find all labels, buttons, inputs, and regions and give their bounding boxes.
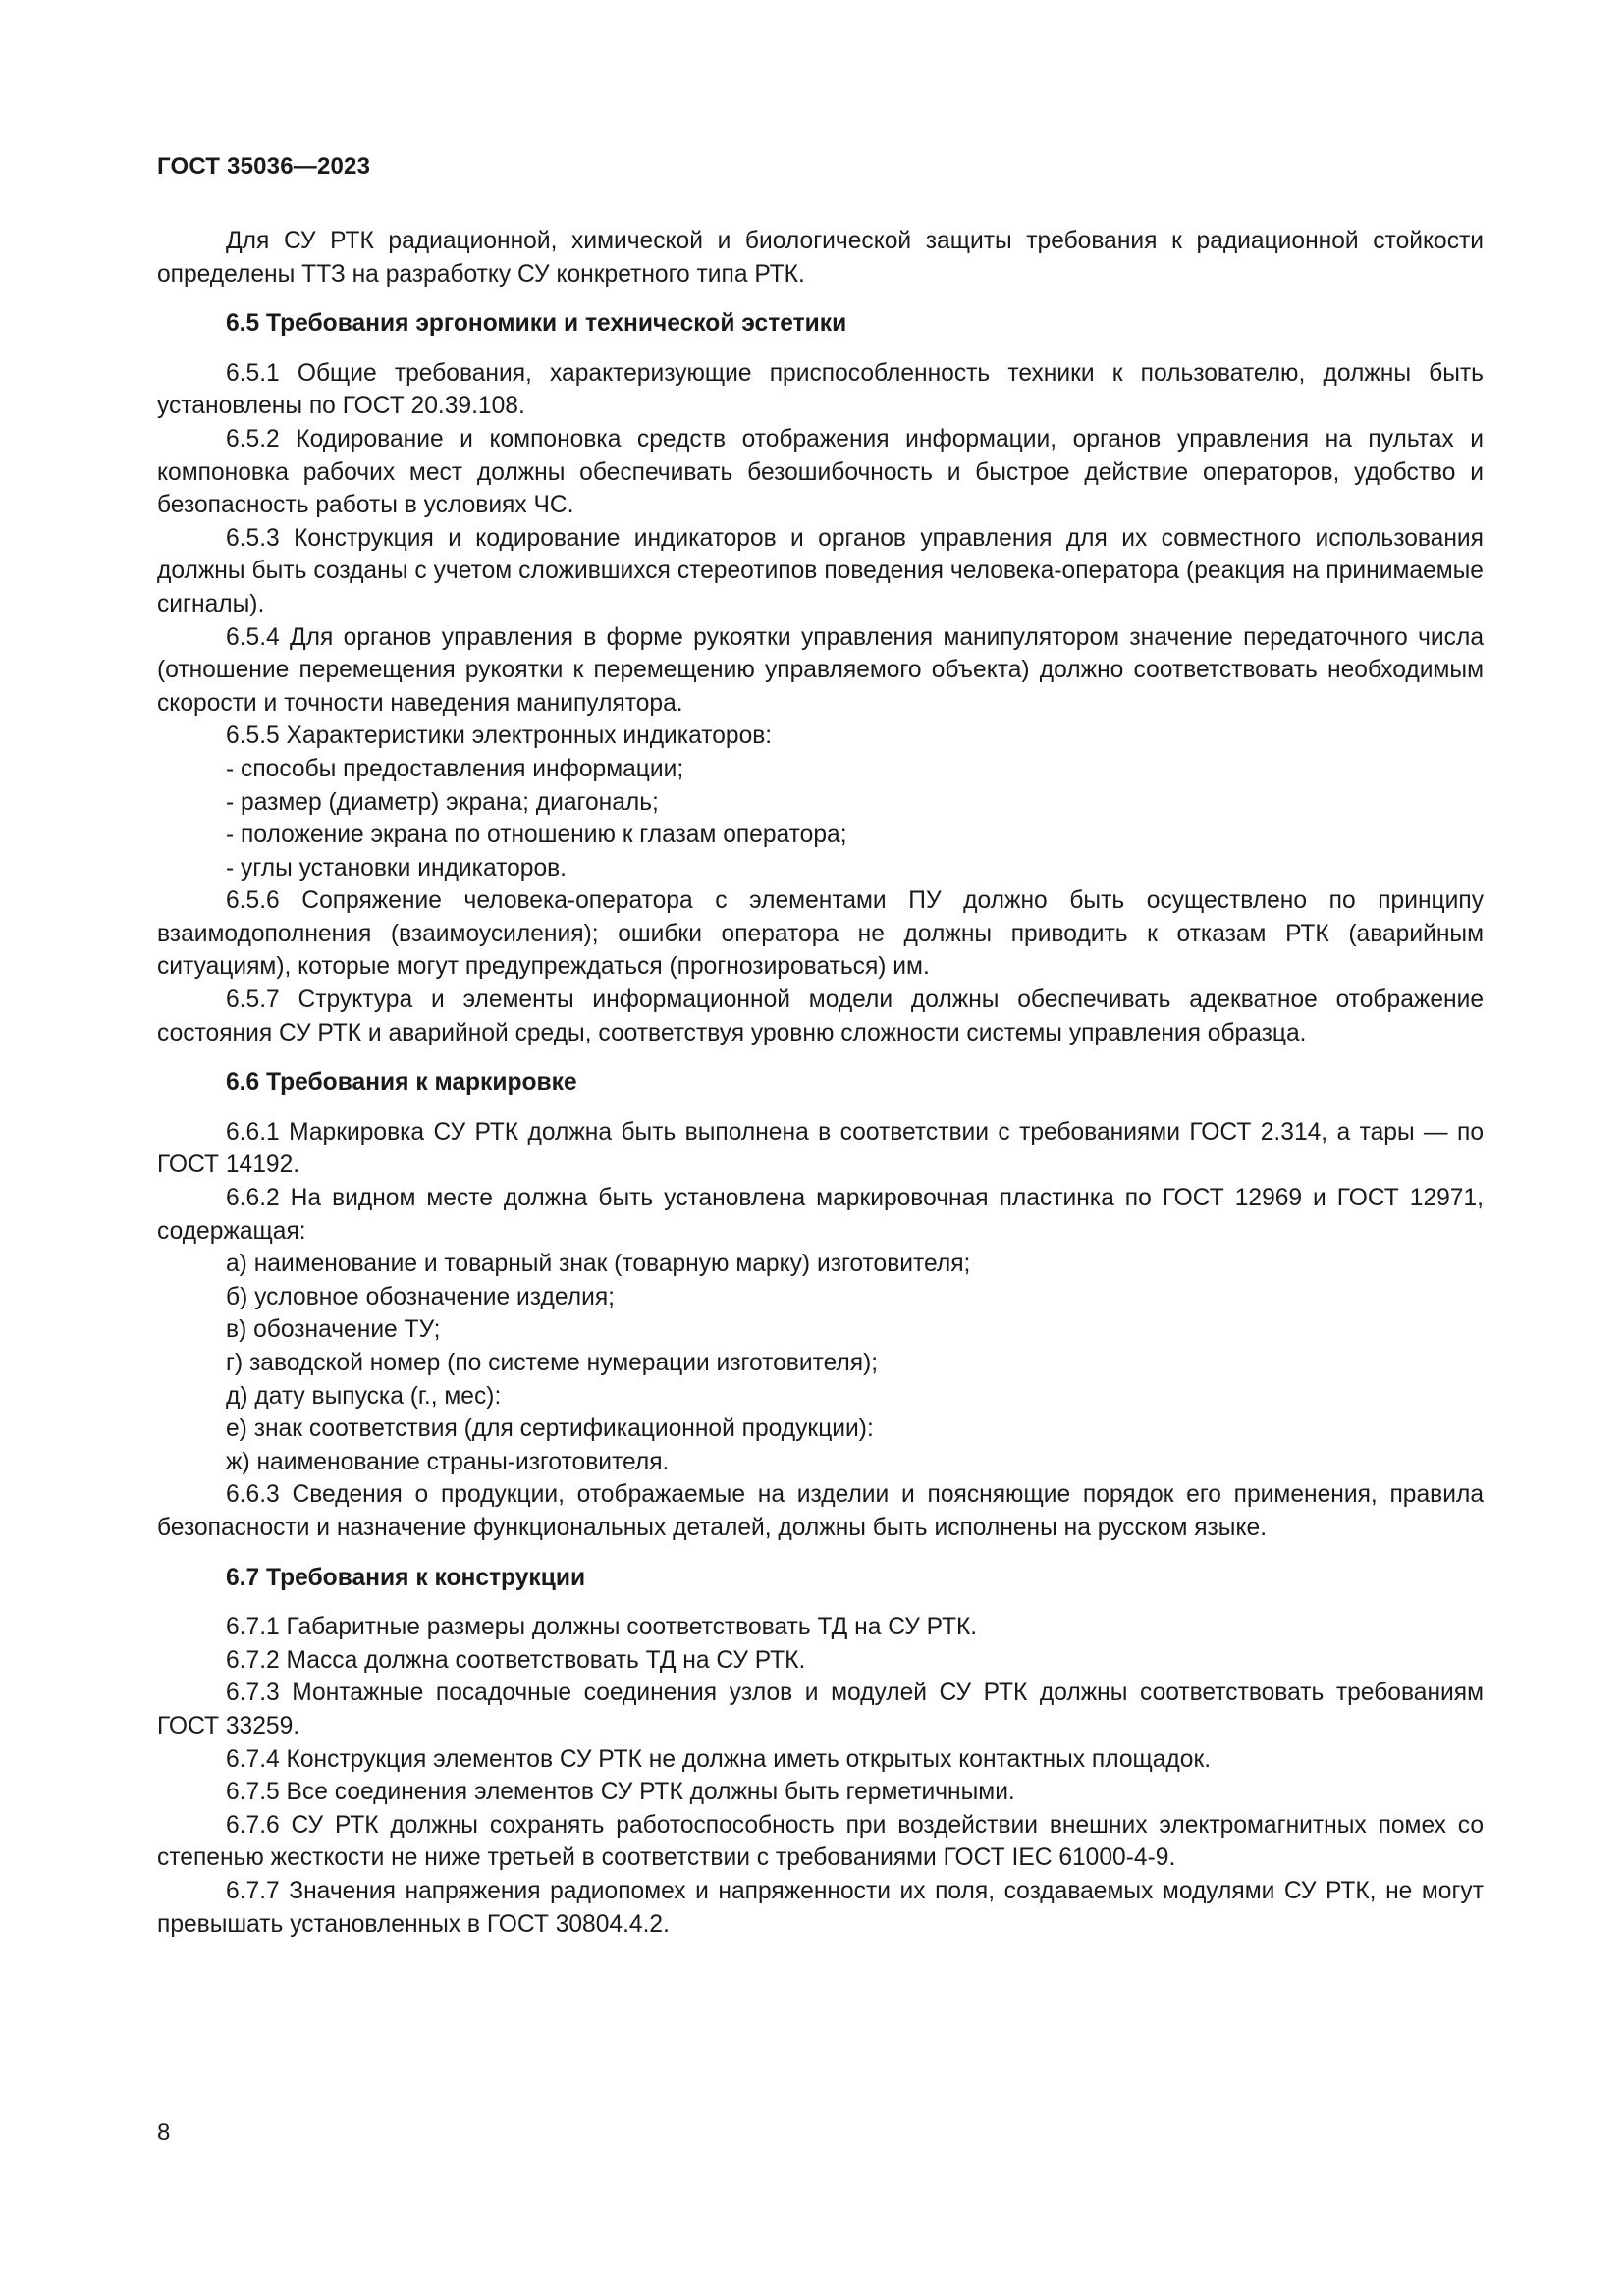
paragraph: 6.5.1 Общие требования, характеризующие приспособленность техники к пользователю, должны быть установлены по ГОСТ 20.39.108. xyxy=(157,359,1484,420)
paragraph: 6.7.6 СУ РТК должны сохранять работоспособность при воздействии внешних электромагнитных помех со степенью жесткости не ниже третьей в соответствии с требованиями ГОСТ IEC 61000-4-9. xyxy=(157,1811,1484,1872)
paragraph: 6.6.3 Сведения о продукции, отображаемые на изделии и поясняющие порядок его применения, правила безопасности и назначение функциональных деталей, должны быть исполнены на русском языке. xyxy=(157,1481,1484,1541)
section-heading-6-7: 6.7 Требования к конструкции xyxy=(226,1564,586,1591)
list-item: - размер (диаметр) экрана; диагональ; xyxy=(226,788,659,816)
list-item: - способы предоставления информации; xyxy=(226,755,684,782)
paragraph: 6.7.3 Монтажные посадочные соединения узлов и модулей СУ РТК должны соответствовать требованиям ГОСТ 33259. xyxy=(157,1680,1484,1739)
paragraph: 6.6.2 На видном месте должна быть установлена маркировочная пластинка по ГОСТ 12969 и ГОСТ 12971, содержащая: xyxy=(157,1185,1484,1245)
list-item: 6.7.1 Габаритные размеры должны соответствовать ТД на СУ РТК. xyxy=(226,1614,978,1641)
list-item: 6.7.5 Все соединения элементов СУ РТК должны быть герметичными. xyxy=(226,1779,1015,1806)
section-heading-6-6: 6.6 Требования к маркировке xyxy=(226,1069,577,1096)
paragraph: Для СУ РТК радиационной, химической и биологической защиты требования к радиационной стойкости определены ТТЗ на разработку СУ конкретного типа РТК. xyxy=(157,228,1484,288)
list-item: б) условное обозначение изделия; xyxy=(226,1283,615,1310)
list-item: - углы установки индикаторов. xyxy=(226,854,568,881)
list-item: 6.7.4 Конструкция элементов СУ РТК не должна иметь открытых контактных площадок. xyxy=(226,1745,1212,1773)
list-item: а) наименование и товарный знак (товарную марку) изготовителя; xyxy=(226,1251,971,1278)
list-item: в) обозначение ТУ; xyxy=(226,1316,441,1344)
paragraph: 6.5.3 Конструкция и кодирование индикаторов и органов управления для их совместного использования должны быть созданы с учетом сложившихся стереотипов поведения человека-оператора (реакция на принимаемые сигналы). xyxy=(157,524,1484,617)
list-item: 6.7.2 Масса должна соответствовать ТД на СУ РТК. xyxy=(226,1646,806,1674)
list-item: - положение экрана по отношению к глазам оператора; xyxy=(226,822,847,849)
list-item: г) заводской номер (по системе нумерации изготовителя); xyxy=(226,1350,879,1376)
paragraph: 6.7.7 Значения напряжения радиопомех и напряженности их поля, создаваемых модулями СУ РТК, не могут превышать установленных в ГОСТ 30804.4.2. xyxy=(157,1877,1484,1938)
document-header: ГОСТ 35036—2023 xyxy=(157,153,371,180)
list-item: е) знак соответствия (для сертификационной продукции): xyxy=(226,1415,874,1443)
paragraph: 6.5.6 Сопряжение человека-оператора с элементами ПУ должно быть осуществлено по принципу взаимодополнения (взаимоусиления); ошибки оператора не должны приводить к отказам РТК (аварийным ситуациям), которые могут предупреждаться (прогнозироваться) им. xyxy=(157,887,1484,981)
list-item: 6.5.5 Характеристики электронных индикаторов: xyxy=(226,722,773,750)
paragraph: 6.6.1 Маркировка СУ РТК должна быть выполнена в соответствии с требованиями ГОСТ 2.314, а тары — по ГОСТ 14192. xyxy=(157,1118,1484,1179)
paragraph: 6.5.2 Кодирование и компоновка средств отображения информации, органов управления на пультах и компоновка рабочих мест должны обеспечивать безошибочность и быстрое действие операторов, удобство и безопасность работы в условиях ЧС. xyxy=(157,425,1484,519)
list-item: д) дату выпуска (г., мес): xyxy=(226,1382,502,1410)
section-heading-6-5: 6.5 Требования эргономики и технической эстетики xyxy=(226,310,847,338)
list-item: ж) наименование страны-изготовителя. xyxy=(226,1448,670,1475)
page-number: 8 xyxy=(157,2119,171,2146)
paragraph: 6.5.7 Структура и элементы информационной модели должны обеспечивать адекватное отображение состояния СУ РТК и аварийной среды, соответствуя уровню сложности системы управления образца. xyxy=(157,987,1484,1046)
paragraph: 6.5.4 Для органов управления в форме рукоятки управления манипулятором значение передаточного числа (отношение перемещения рукоятки к перемещению управляемого объекта) должно соответствовать необходимым скорости и точности наведения манипулятора. xyxy=(157,623,1484,717)
document-body xyxy=(157,225,1484,1941)
